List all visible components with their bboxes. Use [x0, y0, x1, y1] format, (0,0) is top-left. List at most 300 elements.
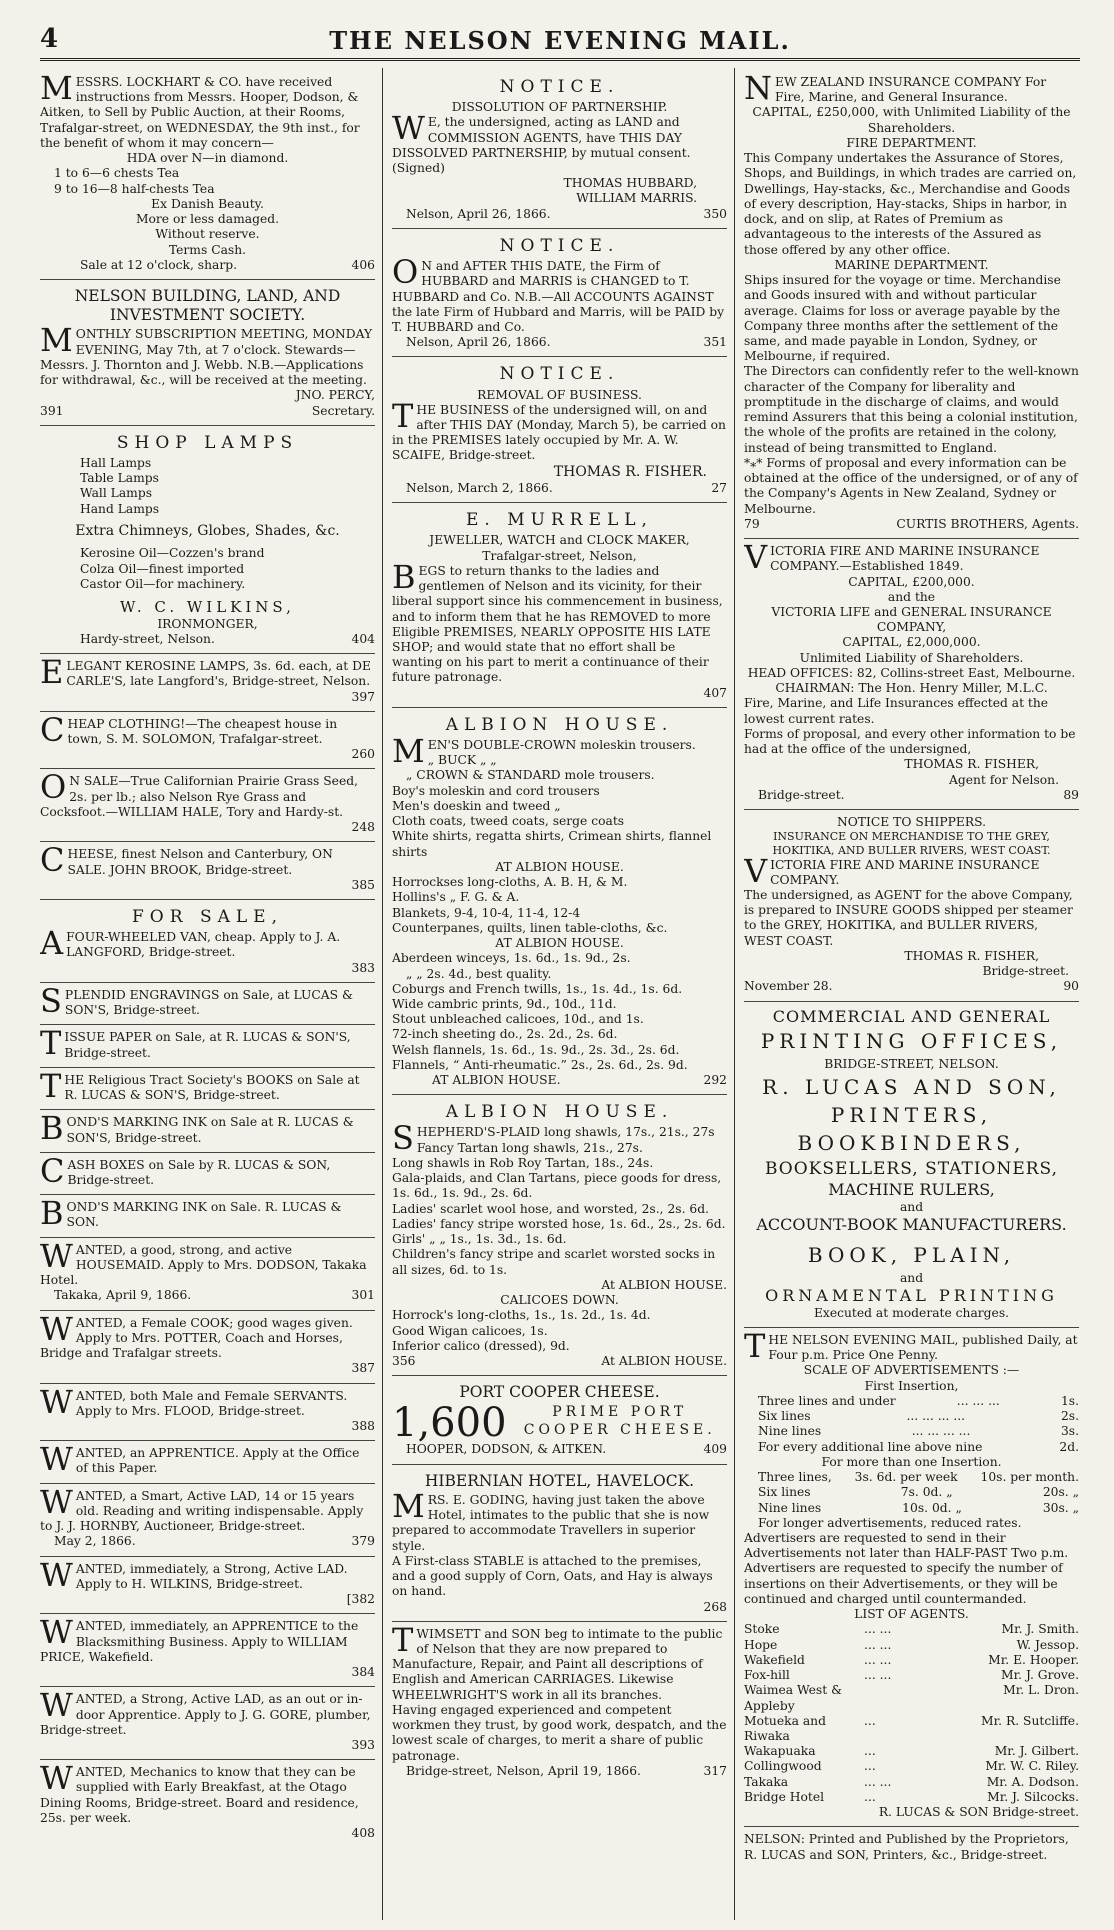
agent-name: Mr. J. Gilbert. — [994, 1744, 1079, 1759]
ad-marking-ink-2 — [40, 1195, 375, 1237]
ad-date: Nelson, March 2, 1866. — [406, 481, 553, 496]
ad-line: 9 to 16—8 half-chests Tea — [54, 181, 215, 196]
ad-line: Boy's moleskin and cord trousers — [392, 783, 600, 798]
agent-place: Takaka — [744, 1774, 789, 1789]
ad-signature: R. LUCAS & SON Bridge-street. — [878, 1805, 1079, 1820]
rate-dots: ... ... ... — [956, 1393, 1000, 1408]
ad-line: Castor Oil—for machinery. — [80, 576, 246, 591]
rate-value: 20s. „ — [1042, 1485, 1079, 1500]
ad-heading: PRINTING OFFICES, — [760, 1029, 1063, 1054]
ad-date: Nelson, April 26, 1866. — [406, 335, 551, 350]
ad-heading: NOTICE TO SHIPPERS. — [836, 815, 987, 830]
ad-line: CAPITAL, £200,000. — [848, 574, 975, 589]
column-2 — [392, 70, 727, 1920]
ad-line: and the — [887, 589, 936, 604]
ad-line: Bridge-street. — [758, 787, 845, 802]
agent-name: W. Jessop. — [1016, 1637, 1079, 1652]
ad-text: A First-class STABLE is attached to the premises, and a good supply of Corn, Oats, and Hay is always on hand. — [392, 1553, 713, 1599]
ad-number: 404 — [351, 631, 375, 646]
ad-line: Girls' „ „ 1s., 1s. 3d., 1s. 6d. — [392, 1232, 567, 1247]
ad-number: 384 — [351, 1665, 375, 1680]
ad-albion-house — [392, 708, 727, 1095]
ad-text: Advertisers are requested to send in their Advertisements not later than HALF-PAST Two p.m. — [744, 1530, 1069, 1561]
ad-line: Counterpanes, quilts, linen table-cloths, &c. — [392, 920, 668, 935]
ad-subheading: DISSOLUTION OF PARTNERSHIP. — [451, 100, 668, 115]
ad-wanted-cook — [40, 1311, 375, 1384]
ad-line: CAPITAL, £2,000,000. — [842, 635, 981, 650]
ad-line: Hall Lamps — [80, 455, 152, 470]
ad-text: PRIME PORT COOPER CHEESE. — [523, 1404, 716, 1438]
rate-value: 10s. 0d. „ — [902, 1500, 962, 1515]
ad-line: Wall Lamps — [80, 486, 153, 501]
rate-dots: ... ... ... ... — [911, 1424, 971, 1439]
ad-number: 387 — [351, 1361, 375, 1376]
ad-text: CHEAP CLOTHING!—The cheapest house in town, S. M. SOLOMON, Trafalgar-street. — [40, 710, 338, 749]
ad-text: MRS. E. GODING, having just taken the above Hotel, intimates to the public that she is now prepared to accommodate Travellers in superior style. — [392, 1486, 710, 1553]
ad-number: 356 — [392, 1354, 416, 1368]
agent-row — [744, 1668, 1079, 1683]
ad-line: Horrockses long-cloths, A. B. H, & M. — [392, 875, 628, 890]
ad-heading: BOOK, PLAIN, — [807, 1242, 1016, 1267]
ad-text: MESSRS. LOCKHART & CO. have received instructions from Messrs. Hooper, Dodson, & Aitken, to Sell by Public Auction, at their Rooms, Trafalgar-street, on WEDNESDAY, the 9th inst., for the benefit of whom it may concern— — [40, 70, 360, 150]
ad-subheading: INSURANCE ON MERCHANDISE TO THE GREY, HOKITIKA, AND BULLER RIVERS, WEST COAST. — [772, 830, 1051, 857]
ad-wanted-apprentice — [40, 1441, 375, 1483]
ad-text: AFOUR-WHEELED VAN, cheap. Apply to J. A. LANGFORD, Bridge-street. — [40, 924, 341, 963]
ad-line: White shirts, regatta shirts, Crimean shirts, flannel shirts — [392, 829, 712, 859]
ad-subheading: BRIDGE-STREET, NELSON. — [824, 1057, 999, 1072]
ad-text: BEGS to return thanks to the ladies and gentlemen of Nelson and its vicinity, for their liberal support since his commencement in business, and to inform them that he has REMOVED to more Eligible PREMISES, NEARLY OPPOSITE HIS LATE SHOP; and would state that no effort shall be wanting on his part to merit a continuance of their future patronage. — [392, 557, 723, 685]
ad-text: ELEGANT KEROSINE LAMPS, 3s. 6d. each, at DE CARLE'S, late Langford's, Bridge-street, Nelson. — [40, 653, 371, 692]
ad-number: 385 — [351, 877, 375, 892]
ad-line: Ladies' fancy stripe worsted hose, 1s. 6d., 2s., 2s. 6d. — [392, 1216, 726, 1231]
ad-line: 1 to 6—6 chests Tea — [54, 166, 180, 181]
ad-text: ON SALE—True Californian Prairie Grass Seed, 2s. per lb.; also Nelson Rye Grass and Cocksfoot.—WILLIAM HALE, Tory and Hardy-st. — [40, 768, 359, 819]
ad-number: [382 — [346, 1592, 375, 1607]
ad-signature: THOMAS R. FISHER, — [904, 757, 1039, 772]
ad-wanted-servants — [40, 1384, 375, 1442]
ad-heading: NELSON BUILDING, LAND, AND INVESTMENT SOCIETY. — [74, 287, 341, 325]
agent-place: Collingwood — [744, 1759, 822, 1774]
agent-dots: ... ... — [864, 1622, 892, 1637]
ad-heading: BOOKBINDERS, — [797, 1131, 1026, 1156]
ad-heading: NOTICE. — [499, 77, 620, 97]
ad-printing-offices — [744, 1002, 1079, 1328]
ad-number: 409 — [703, 1442, 727, 1457]
ad-text: THE Religious Tract Society's BOOKS on Sale at R. LUCAS & SON'S, Bridge-street. — [40, 1066, 360, 1105]
ad-heading: PORT COOPER CHEESE. — [459, 1383, 660, 1402]
ad-line: „ CROWN & STANDARD mole trousers. — [406, 768, 655, 783]
ad-text: Having engaged experienced and competent workmen they trust, by good work, despatch, and the lowest scale of charges, to merit a share of public patronage. — [392, 1702, 727, 1763]
ad-line: Good Wigan calicoes, 1s. — [392, 1323, 548, 1338]
agent-place: Waimea West & Appleby — [744, 1683, 843, 1713]
ad-line: Terms Cash. — [168, 242, 247, 257]
ad-number: 292 — [703, 1073, 727, 1088]
ad-line: At ALBION HOUSE. — [601, 1354, 727, 1368]
ad-subheading: REMOVAL OF BUSINESS. — [477, 387, 642, 402]
ad-line: Welsh flannels, 1s. 6d., 1s. 9d., 2s. 3d., 2s. 6d. — [392, 1042, 680, 1057]
rate-label: For every additional line above nine — [758, 1439, 983, 1454]
agent-place: Fox-hill — [744, 1668, 790, 1683]
ad-line: Without reserve. — [155, 227, 260, 242]
ad-line: Secretary. — [311, 403, 375, 418]
agent-row — [744, 1790, 1079, 1805]
ad-line: First Insertion, — [864, 1378, 959, 1393]
ad-line: Sale at 12 o'clock, sharp. — [80, 257, 237, 272]
ad-text: MONTHLY SUBSCRIPTION MEETING, MONDAY EVENING, May 7th, at 7 o'clock. Stewards—Messrs. J. Thornton and J. Webb. N.B.—Applications for withdrawal, &c., will be received at the meeting. — [40, 321, 373, 388]
ad-heading: VICTORIA LIFE and GENERAL INSURANCE COMPANY, — [771, 604, 1052, 635]
agent-dots: ... ... — [864, 1668, 892, 1683]
ad-text: WANTED, an APPRENTICE. Apply at the Office of this Paper. — [40, 1440, 360, 1479]
agent-row — [744, 1759, 1079, 1774]
ad-line: More or less damaged. — [135, 212, 280, 227]
ad-tissue-paper — [40, 1025, 375, 1067]
ad-number: 379 — [351, 1534, 375, 1549]
ad-grass-seed — [40, 769, 375, 842]
ad-line: Inferior calico (dressed), 9d. — [392, 1338, 570, 1353]
ad-heading: PRINTERS, — [830, 1103, 993, 1128]
ad-wanted-housemaid — [40, 1238, 375, 1311]
ad-murrell — [392, 503, 727, 708]
agent-place: Motueka and Riwaka — [744, 1713, 826, 1744]
agent-name: Mr. R. Sutcliffe. — [981, 1713, 1079, 1728]
ad-text: The undersigned, as AGENT for the above Company, is prepared to INSURE GOODS shipped per steamer to the GREY, HOKITIKA, and BULLER RIVERS, WEST COAST. — [744, 887, 1073, 948]
rate-label: Nine lines — [758, 1424, 822, 1439]
ad-heading: SHOP LAMPS — [116, 432, 299, 453]
ad-line: Men's doeskin and tweed „ — [392, 798, 561, 813]
agent-name: Mr. J. Grove. — [1001, 1668, 1079, 1683]
ad-text: *⁎* Forms of proposal and every information can be obtained at the office of the undersigned, or of any of the Company's Agents in New Zealand, Sydney or Melbourne. — [744, 455, 1078, 516]
ad-text: Advertisers are requested to specify the number of insertions on their Advertisements, or they will be continued and charged until countermanded. — [744, 1561, 1063, 1606]
ad-text: THE BUSINESS of the undersigned will, on and after THIS DAY (Monday, March 5), be carried on in the PREMISES lately occupied by Mr. A. W. SCAIFE, Bridge-street. — [392, 396, 726, 463]
ad-text: SPLENDID ENGRAVINGS on Sale, at LUCAS & SON'S, Bridge-street. — [40, 981, 353, 1020]
agent-place: Wakefield — [744, 1652, 805, 1667]
ad-number: 408 — [351, 1826, 375, 1841]
ad-text: WANTED, a Female COOK; good wages given. Apply to Mrs. POTTER, Coach and Horses, Bridge and Trafalgar streets. — [40, 1309, 353, 1361]
ad-quantity: 1,600 — [392, 1404, 507, 1443]
ad-tract-society — [40, 1068, 375, 1110]
ad-hibernian — [392, 1465, 727, 1622]
ad-line: For more than one Insertion. — [821, 1454, 1002, 1469]
ad-number: 388 — [351, 1419, 375, 1434]
ad-line: Wide cambric prints, 9d., 10d., 11d. — [392, 997, 617, 1011]
ad-line: For longer advertisements, reduced rates. — [758, 1515, 1022, 1530]
imprint-text: NELSON: Printed and Published by the Proprietors, R. LUCAS and SON, Printers, &c., Bridge-street. — [744, 1832, 1069, 1862]
agent-dots: ... — [864, 1789, 876, 1804]
ad-line: Bridge-street. — [982, 964, 1069, 979]
rate-value: 1s. — [1060, 1393, 1079, 1408]
agent-dots — [864, 1683, 1003, 1713]
ad-text: TISSUE PAPER on Sale, at R. LUCAS & SON'S, Bridge-street. — [40, 1024, 351, 1063]
ad-line: Extra Chimneys, Globes, Shades, &c. — [75, 522, 340, 539]
rate-dots: ... ... ... ... — [906, 1409, 966, 1424]
rate-value: 3s. — [1060, 1424, 1079, 1439]
ad-date: Nelson, April 26, 1866. — [406, 206, 551, 221]
rate-value: 10s. per month. — [980, 1470, 1079, 1485]
ad-line: AT ALBION HOUSE. — [495, 936, 624, 951]
ad-wanted-lad — [40, 1484, 375, 1557]
agent-row — [744, 1653, 1079, 1668]
ad-line: HDA over N—in diamond. — [126, 151, 289, 166]
agent-dots: ... ... — [864, 1652, 892, 1667]
agent-dots: ... ... — [864, 1637, 892, 1652]
ad-text: Fire, Marine, and Life Insurances effected at the lowest current rates. — [744, 696, 1049, 726]
ad-signature: THOMAS HUBBARD, — [563, 176, 697, 191]
ad-number: 248 — [351, 820, 375, 835]
ad-number: 393 — [351, 1738, 375, 1752]
ad-port-cooper — [392, 1376, 727, 1464]
ad-number: 406 — [351, 257, 375, 272]
column-1 — [40, 70, 375, 1920]
ad-number: 90 — [1063, 979, 1079, 994]
ad-lockhart — [40, 70, 375, 280]
ad-text: WANTED, a Strong, Active LAD, as an out or in-door Apprentice. Apply to J. G. GORE, plumber, Bridge-street. — [40, 1686, 371, 1737]
rate-label: Three lines and under — [758, 1393, 896, 1408]
ad-heading: COMMERCIAL AND GENERAL — [772, 1006, 1051, 1026]
ad-wanted-mechanics — [40, 1760, 375, 1847]
ad-nz-insurance — [744, 70, 1079, 539]
ad-text: Ships insured for the voyage or time. Merchandise and Goods insured with and without particular average. Claims for loss or average payable by the Company three months after the settlement of the same, and made payable in London, Sydney, or Melbourne, if required. — [744, 273, 1061, 364]
agent-dots: ... — [864, 1744, 876, 1759]
ad-wanted-strong-lad — [40, 1557, 375, 1615]
ad-text: The Directors can confidently refer to the well-known character of the Company for liberality and promptitude in the discharge of claims, and would remind Assurers that this being a colonial institution, the whole of the profits are retained in the colony, instead of being transmitted to England. — [744, 364, 1079, 455]
ad-date: November 28. — [744, 979, 833, 994]
agent-name: Mr. A. Dodson. — [986, 1774, 1079, 1789]
rate-value: 3s. 6d. per week — [854, 1470, 958, 1485]
ad-heading: BOOKSELLERS, STATIONERS, — [765, 1158, 1058, 1179]
rate-value: 7s. 0d. „ — [900, 1485, 953, 1500]
ad-text: This Company undertakes the Assurance of Stores, Shops, and Buildings, in which trades are carried on, Dwellings, Hay-stacks, &c., Merchandise and Goods of every description, Hay-stacks, Ships in harbor, in dock, and on slip, at Rates of Premium as advantageous to the interests of the Assured as those offered by any other office. — [744, 151, 1077, 257]
ad-subheading: LIST OF AGENTS. — [854, 1607, 969, 1622]
ad-heading: NOTICE. — [499, 364, 620, 385]
agent-place: Wakapuaka — [744, 1744, 816, 1759]
ad-heading: NEW ZEALAND INSURANCE COMPANY For Fire, Marine, and General Insurance. — [744, 70, 1047, 107]
ad-text: THE NELSON EVENING MAIL, published Daily, at Four p.m. Price One Penny. — [744, 1326, 1078, 1365]
ad-date: Bridge-street, Nelson, April 19, 1866. — [406, 1763, 641, 1778]
agent-dots: ... — [864, 1713, 876, 1728]
ad-signature: W. C. WILKINS, — [120, 597, 295, 616]
ad-for-sale — [40, 900, 375, 983]
ad-line: Gala-plaids, and Clan Tartans, piece goods for dress, 1s. 6d., 1s. 9d., 2s. 6d. — [392, 1171, 722, 1201]
ad-number: 89 — [1063, 787, 1079, 802]
ad-cash-boxes — [40, 1153, 375, 1195]
ad-kerosene — [40, 654, 375, 712]
ad-shop-lamps — [40, 426, 375, 654]
agent-name: Mr. L. Dron. — [1003, 1683, 1079, 1698]
ad-line: Unlimited Liability of Shareholders. — [799, 650, 1024, 665]
ad-removal — [392, 357, 727, 503]
agents-list — [744, 1622, 1079, 1805]
imprint — [744, 1827, 1079, 1868]
ad-number: 301 — [351, 1288, 375, 1303]
ad-text: ON and AFTER THIS DATE, the Firm of HUBBARD and MARRIS is CHANGED to T. HUBBARD and Co. N.B.—All ACCOUNTS AGAINST the late Firm of Hubbard and Marris, will be PAID by T. HUBBARD and Co. — [392, 253, 725, 334]
ad-number: 383 — [351, 960, 375, 975]
agent-row — [744, 1775, 1079, 1790]
ad-subheading: CALICOES DOWN. — [500, 1293, 619, 1308]
ad-line: Coburgs and French twills, 1s., 1s. 4d., 1s. 6d. — [392, 981, 683, 996]
ad-subheading: FIRE DEPARTMENT. — [846, 135, 977, 150]
ad-number: 350 — [703, 206, 727, 221]
rate-label: Nine lines — [758, 1500, 822, 1515]
ad-cheese — [40, 842, 375, 900]
ad-twimsett — [392, 1622, 727, 1785]
ad-wanted-plumber — [40, 1687, 375, 1760]
agent-name: Mr. W. C. Riley. — [985, 1759, 1079, 1774]
ad-line: Flannels, “ Anti-rheumatic.” 2s., 2s. 6d., 2s. 9d. — [392, 1057, 688, 1072]
ad-signature: THOMAS R. FISHER. — [553, 463, 707, 480]
ad-heading: ACCOUNT-BOOK MANUFACTURERS. — [756, 1215, 1067, 1234]
ad-heading: ALBION HOUSE. — [445, 714, 674, 735]
column-rule — [734, 68, 735, 1920]
ad-heading: ALBION HOUSE. — [445, 1102, 674, 1123]
agent-dots: ... ... — [864, 1774, 892, 1789]
ad-line: and — [899, 1270, 924, 1285]
ad-cheap-clothing — [40, 712, 375, 770]
ad-victoria-insurance — [744, 539, 1079, 810]
ad-line: Ex Danish Beauty. — [151, 196, 264, 211]
agent-row — [744, 1714, 1079, 1744]
ad-line: „ „ 2s. 4d., best quality. — [406, 966, 552, 981]
rate-value: 30s. „ — [1042, 1500, 1079, 1515]
ad-text: WE, the undersigned, acting as LAND and COMMISSION AGENTS, have THIS DAY DISSOLVED PARTNERSHIP, by mutual consent. (Signed) — [392, 109, 691, 176]
column-rule — [382, 68, 383, 1920]
ad-notice-shippers — [744, 810, 1079, 1002]
ad-number: 351 — [703, 335, 727, 350]
ad-number: 268 — [703, 1599, 727, 1614]
ad-line: and — [899, 1199, 924, 1214]
ad-text: CHEESE, finest Nelson and Canterbury, ON SALE. JOHN BROOK, Bridge-street. — [40, 841, 333, 880]
ad-marking-ink — [40, 1110, 375, 1152]
rate-label: Three lines, — [758, 1470, 832, 1485]
ad-heading: ORNAMENTAL PRINTING — [765, 1285, 1058, 1305]
ad-subheading: MARINE DEPARTMENT. — [834, 257, 989, 272]
ad-line: Hollins's „ F. G. & A. — [392, 890, 520, 905]
ad-albion-shawls — [392, 1095, 727, 1376]
ad-heading: NOTICE. — [499, 235, 620, 256]
ad-text: CASH BOXES on Sale by R. LUCAS & SON, Bridge-street. — [40, 1151, 331, 1190]
ad-line: Colza Oil—finest imported — [80, 561, 245, 576]
agent-row — [744, 1638, 1079, 1653]
ad-text: BOND'S MARKING INK on Sale. R. LUCAS & SON. — [40, 1194, 342, 1233]
ad-line: Table Lamps — [80, 471, 159, 486]
ad-signature: THOMAS R. FISHER, — [904, 948, 1039, 963]
ad-signature: WILLIAM MARRIS. — [576, 191, 697, 206]
ad-line: HEAD OFFICES: 82, Collins-street East, Melbourne. — [747, 665, 1076, 680]
rate-value: 2d. — [1059, 1439, 1079, 1454]
ad-line: Ladies' scarlet wool hose, and worsted, 2s., 2s. 6d. — [392, 1201, 710, 1216]
ad-heading: VICTORIA FIRE AND MARINE INSURANCE COMPANY. — [744, 851, 1040, 890]
ad-line: CHAIRMAN: The Hon. Henry Miller, M.L.C. — [775, 681, 1048, 696]
ad-text: WANTED, immediately, an APPRENTICE to the Blacksmithing Business. Apply to WILLIAM PRICE, Wakefield. — [40, 1613, 359, 1664]
ad-text: BOND'S MARKING INK on Sale at R. LUCAS & SON'S, Bridge-street. — [40, 1109, 354, 1148]
ad-date: May 2, 1866. — [54, 1534, 136, 1549]
ad-line: Cloth coats, tweed coats, serge coats — [392, 814, 625, 829]
agent-place: Bridge Hotel — [744, 1789, 825, 1804]
ad-line: Executed at moderate charges. — [813, 1305, 1010, 1320]
ad-line: AT ALBION HOUSE. — [432, 1073, 561, 1088]
ad-heading: E. MURRELL, — [466, 510, 653, 531]
ad-number: 407 — [703, 685, 727, 700]
ad-line: Stout unbleached calicoes, 10d., and 1s. — [392, 1012, 644, 1027]
agent-row — [744, 1744, 1079, 1759]
ad-line: AT ALBION HOUSE. — [495, 859, 624, 874]
ad-evening-mail — [744, 1328, 1079, 1828]
ad-text: WANTED, immediately, a Strong, Active LAD. Apply to H. WILKINS, Bridge-street. — [40, 1555, 348, 1594]
ad-engravings — [40, 983, 375, 1025]
ad-line: Children's fancy stripe and scarlet worsted socks in all sizes, 6d. to 1s. — [392, 1247, 716, 1277]
agent-place: Hope — [744, 1637, 778, 1652]
agent-name: Mr. J. Silcocks. — [987, 1789, 1079, 1804]
ad-subheading: Trafalgar-street, Nelson, — [482, 548, 637, 563]
ad-line: Blankets, 9-4, 10-4, 11-4, 12-4 — [392, 905, 581, 920]
ad-number: 27 — [711, 481, 727, 496]
ad-signature: CURTIS BROTHERS, Agents. — [896, 516, 1079, 531]
ad-text: WANTED, Mechanics to know that they can be supplied with Early Breakfast, at the Otago Dining Rooms, Bridge-street. Board and residence, 25s. per week. — [40, 1759, 359, 1825]
ad-line: Hardy-street, Nelson. — [80, 631, 215, 646]
column-3 — [744, 70, 1079, 1920]
ad-text: WANTED, both Male and Female SERVANTS. Apply to Mrs. FLOOD, Bridge-street. — [40, 1382, 348, 1421]
ad-heading: R. LUCAS AND SON, — [762, 1075, 1061, 1100]
agent-row — [744, 1622, 1079, 1637]
ad-text: Forms of proposal, and every other information to be had at the office of the undersigned, — [744, 726, 1076, 757]
ad-text: WANTED, a Smart, Active LAD, 14 or 15 years old. Reading and writing indispensable. Apply to J. J. HORNBY, Auctioneer, Bridge-street. — [40, 1482, 364, 1534]
ad-number: 260 — [351, 747, 375, 762]
page-number: 4 — [40, 24, 59, 54]
ad-text: TWIMSETT and SON beg to intimate to the public of Nelson that they are now prepared to Manufacture, Repair, and Paint all descriptions of English and American CARRIAGES. Likewise WHEELWRIGHT'S work in all its branches. — [392, 1620, 723, 1702]
ad-signature: JNO. PERCY, — [295, 388, 375, 403]
ad-text: WANTED, a good, strong, and active HOUSEMAID. Apply to Mrs. DODSON, Takaka Hotel. — [40, 1236, 367, 1288]
ad-heading: VICTORIA FIRE AND MARINE INSURANCE COMPANY.—Established 1849. — [744, 538, 1040, 577]
masthead — [40, 18, 1080, 61]
ad-line: Hand Lamps — [80, 501, 160, 516]
ad-number: 317 — [703, 1763, 727, 1778]
ad-signature: HOOPER, DODSON, & AITKEN. — [406, 1442, 607, 1457]
ad-line: At ALBION HOUSE. — [601, 1277, 727, 1292]
rate-label: Six lines — [758, 1409, 811, 1424]
agent-row — [744, 1683, 1079, 1713]
ad-subheading: CAPITAL, £250,000, with Unlimited Liability of the Shareholders. — [752, 105, 1071, 135]
ad-line: „ BUCK „ „ — [427, 753, 497, 768]
agent-dots: ... — [864, 1759, 876, 1774]
ad-line: Long shawls in Rob Roy Tartan, 18s., 24s. — [392, 1155, 654, 1170]
ad-wanted-blacksmith — [40, 1614, 375, 1687]
agent-name: Mr. E. Hooper. — [988, 1652, 1079, 1667]
ad-line: Aberdeen winceys, 1s. 6d., 1s. 9d., 2s. — [392, 951, 631, 966]
ad-building-society — [40, 280, 375, 426]
ad-number: 391 — [40, 403, 64, 418]
ad-line: Agent for Nelson. — [948, 772, 1059, 787]
ad-line: 72-inch sheeting do., 2s. 2d., 2s. 6d. — [392, 1027, 618, 1042]
ad-line: IRONMONGER, — [157, 616, 258, 631]
ad-subheading: JEWELLER, WATCH and CLOCK MAKER, — [429, 533, 690, 548]
ad-heading: MACHINE RULERS, — [828, 1179, 995, 1199]
ad-dissolution — [392, 70, 727, 229]
ad-subheading: SCALE OF ADVERTISEMENTS :— — [803, 1363, 1020, 1378]
ad-number: 397 — [351, 689, 375, 704]
ad-line: Kerosine Oil—Cozzen's brand — [80, 546, 265, 561]
newspaper-title: THE NELSON EVENING MAIL. — [329, 26, 791, 55]
agent-name: Mr. J. Smith. — [1001, 1622, 1079, 1637]
ad-date: Takaka, April 9, 1866. — [54, 1288, 192, 1303]
ad-notice-firm — [392, 229, 727, 357]
ad-line: MEN'S DOUBLE-CROWN moleskin trousers. — [392, 732, 696, 771]
ad-heading: HIBERNIAN HOTEL, HAVELOCK. — [424, 1471, 695, 1490]
rate-value: 2s. — [1060, 1409, 1079, 1424]
agent-place: Stoke — [744, 1622, 780, 1637]
ad-line: Horrock's long-cloths, 1s., 1s. 2d., 1s. 4d. — [392, 1308, 651, 1323]
ad-text: SHEPHERD'S-PLAID long shawls, 17s., 21s., 27s Fancy Tartan long shawls, 21s., 27s. — [392, 1119, 715, 1158]
ad-heading: FOR SALE, — [132, 907, 283, 928]
ad-number: 79 — [744, 516, 760, 531]
